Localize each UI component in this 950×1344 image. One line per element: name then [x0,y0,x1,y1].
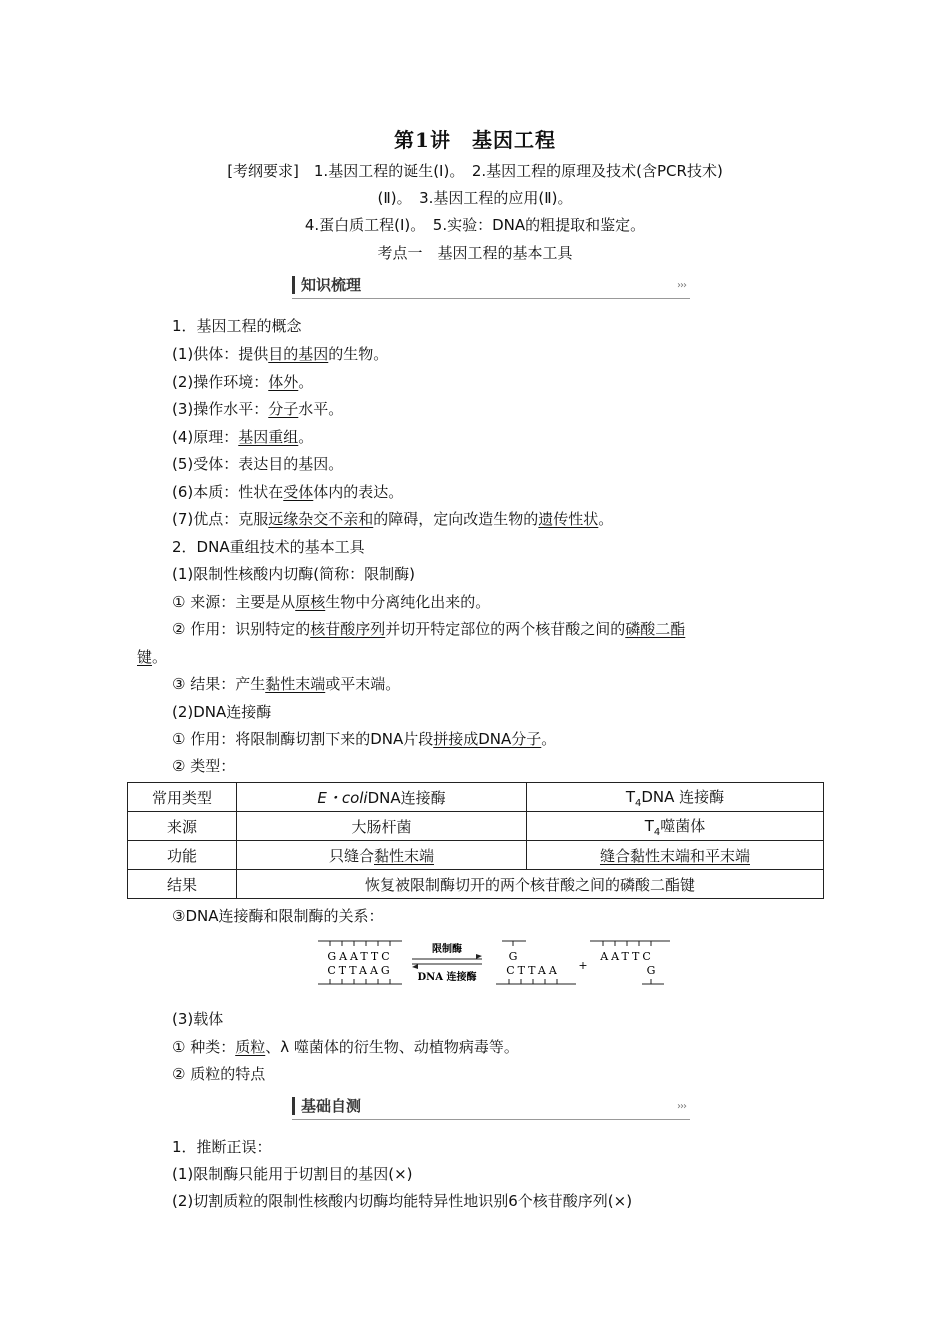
s2-p2b: ② 类型： [172,757,236,775]
dna-bottom-strand: CTTAAG [327,964,393,977]
table-cell: $T_4DNA$ 连接酶 [527,783,824,812]
table-row [128,841,824,870]
table-cell: 常用类型 [128,783,237,812]
knowledge-bar-label: 知识梳理 [292,276,361,294]
s2-p1b-cont: 键。 [137,648,168,666]
s1-item-1: (1)供体：提供目的基因的生物。 [172,345,389,363]
table-cell: 功能 [128,841,237,870]
s1-item-3: (3)操作水平：分子水平。 [172,400,344,418]
table-cell: 恢复被限制酶切开的两个核苷酸之间的磷酸二酯键 [237,870,824,899]
dna-top-strand: GAATTC [327,950,393,963]
table-cell: 只缝合黏性末端 [237,841,527,870]
syllabus-line-1: [考纲要求] 1.基因工程的诞生(Ⅰ)。 2.基因工程的原理及技术(含PCR技术) [227,162,723,180]
table-cell: 来源 [128,812,237,841]
s2-p1a: ① 来源：主要是从原核生物中分离纯化出来的。 [172,593,491,611]
fragment1-top: G [508,950,518,963]
chevron-right-icon: ››› [677,280,686,291]
s2-p2a: ① 作用：将限制酶切割下来的DNA片段拼接成DNA分子。 [172,730,557,748]
s2-p3b: ② 质粒的特点 [172,1065,266,1083]
table-cell: 结果 [128,870,237,899]
s2-p2c: ③DNA连接酶和限制酶的关系： [172,907,384,925]
s2-p1: (1)限制性核酸内切酶(简称：限制酶) [172,565,415,583]
s2-p1b: ② 作用：识别特定的核苷酸序列并切开特定部位的两个核苷酸之间的磷酸二酯 [172,620,686,638]
s2-p2: (2)DNA连接酶 [172,703,272,721]
table-cell: $T_4$噬菌体 [527,812,824,841]
test-question-2: (2)切割质粒的限制性核酸内切酶均能特异性地识别6个核苷酸序列(×) [172,1192,633,1210]
s1-item-5: (5)受体：表达目的基因。 [172,455,344,473]
table-cell: 缝合黏性末端和平末端 [527,841,824,870]
page-title: 第1讲 基因工程 [394,128,556,152]
enzyme-restriction-label: 限制酶 [432,944,462,955]
test-heading: 1．推断正误： [172,1138,272,1156]
s1-item-7: (7)优点：克服远缘杂交不亲和的障碍，定向改造生物的遗传性状。 [172,510,614,528]
syllabus-line-3: 4.蛋白质工程(Ⅰ)。 5.实验：DNA的粗提取和鉴定。 [304,216,646,234]
knowledge-bar [292,276,690,299]
section-title: 考点一 基因工程的基本工具 [377,244,573,262]
s1-item-6: (6)本质：性状在受体体内的表达。 [172,483,404,501]
table-row [128,870,824,899]
fragment2-top: AATTC [600,950,654,963]
fragment1-bottom: CTTAA [506,964,560,977]
syllabus-line-2: (Ⅱ)。 3.基因工程的应用(Ⅱ)。 [377,189,573,207]
table-row [128,812,824,841]
table-row [128,783,824,812]
s2-p3a: ① 种类：质粒、λ 噬菌体的衍生物、动植物病毒等。 [172,1038,519,1056]
fragment2-bottom: G [646,964,656,977]
s1-item-2: (2)操作环境：体外。 [172,373,314,391]
enzyme-ligase-label: DNA 连接酶 [417,972,477,983]
s2-p3: (3)载体 [172,1010,224,1028]
ligase-table [127,782,824,899]
self-test-bar [292,1097,690,1120]
table-cell: 大肠杆菌 [237,812,527,841]
table-cell: E・coliDNA连接酶 [237,783,527,812]
chevron-right-icon: ››› [677,1101,686,1112]
self-test-bar-label: 基础自测 [292,1097,361,1115]
test-question-1: (1)限制酶只能用于切割目的基因(×) [172,1165,413,1183]
s2-p1c: ③ 结果：产生黏性末端或平末端。 [172,675,401,693]
s1-item-4: (4)原理：基因重组。 [172,428,314,446]
plus-sign: + [578,959,588,972]
s1-heading: 1．基因工程的概念 [172,317,302,335]
restriction-ligase-diagram [316,937,676,989]
s2-heading: 2．DNA重组技术的基本工具 [172,538,365,556]
